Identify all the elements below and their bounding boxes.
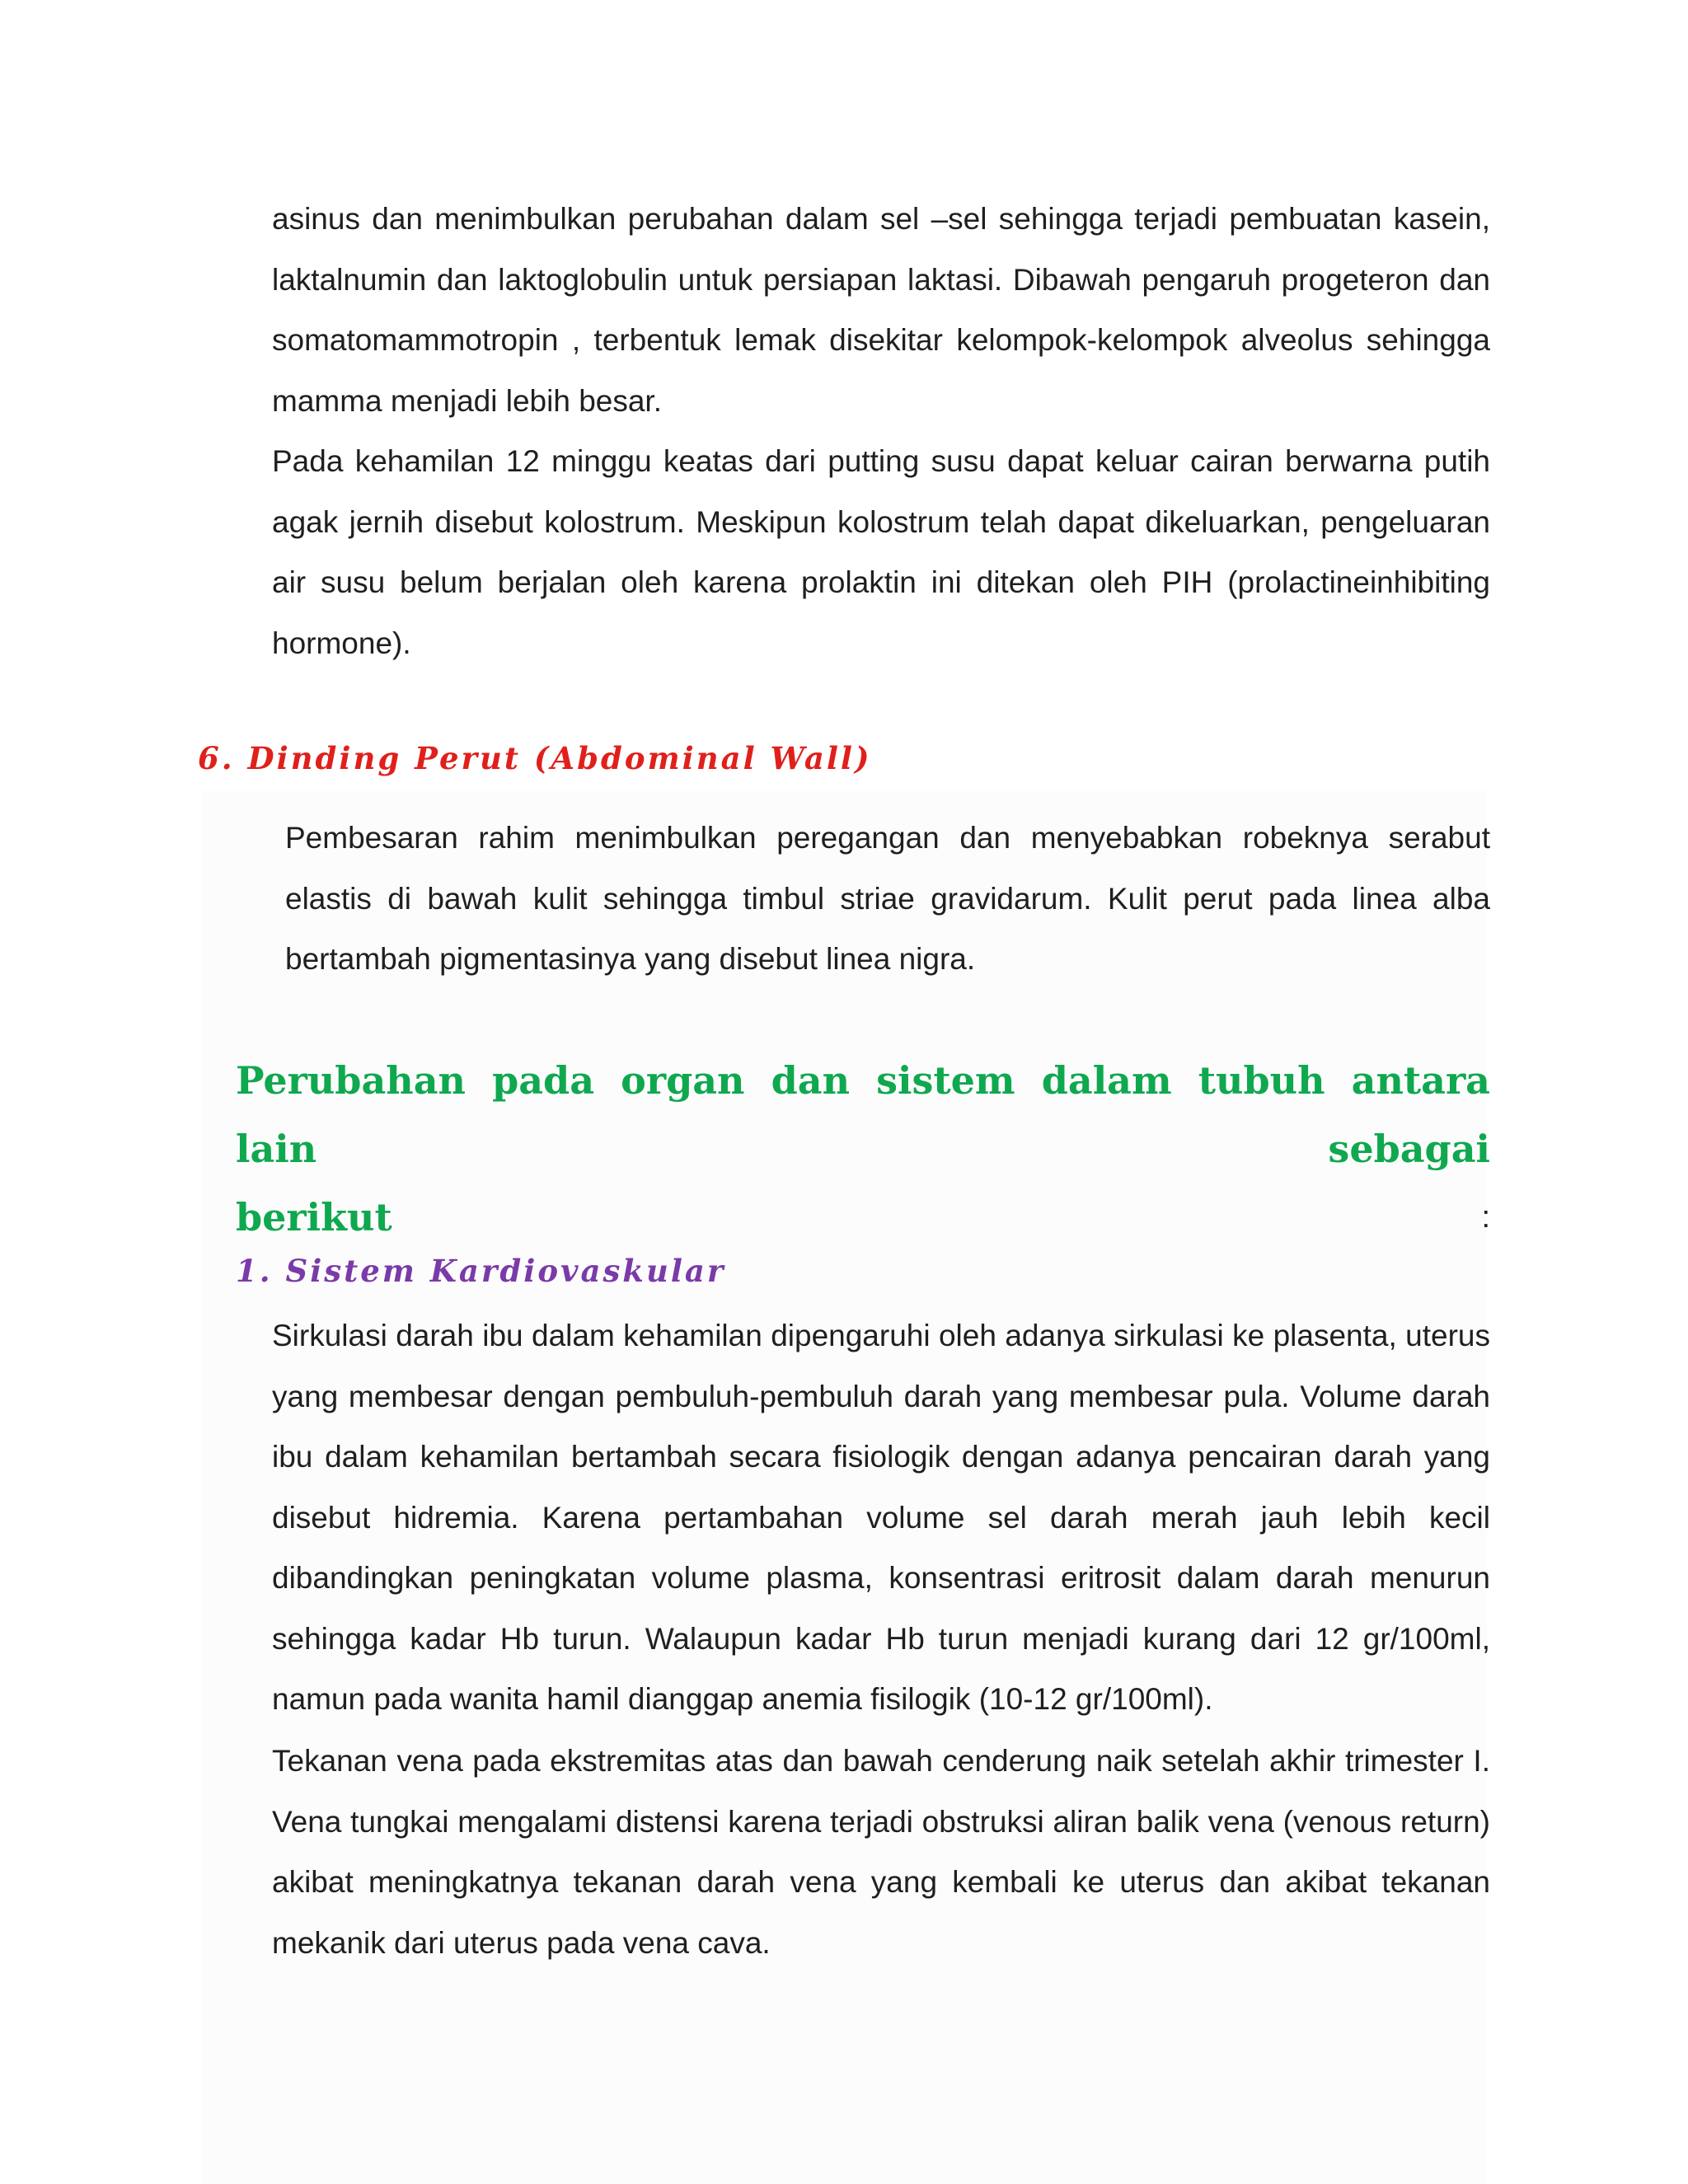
organ-sistem-heading xyxy=(236,1047,1490,1252)
organ-sistem-heading-colon: : xyxy=(1481,1200,1490,1235)
kardiovaskular-paragraph-2: Tekanan vena pada ekstremitas atas dan bawah cenderung naik setelah akhir trimester I. Vena tungkai mengalami distensi karena terjadi obstruksi aliran balik vena (venous return) akibat meningkatnya tekanan darah vena yang kembali ke uterus dan akibat tekanan mekanik dari uterus pada vena cava. xyxy=(272,1744,1490,1960)
organ-sistem-heading-word: berikut xyxy=(236,1195,392,1240)
organ-sistem-heading-line1: Perubahan pada organ dan sistem dalam tubuh antara lain sebagai xyxy=(236,1058,1490,1171)
dinding-perut-paragraph: Pembesaran rahim menimbulkan peregangan dan menyebabkan robeknya serabut elastis di bawah kulit sehingga timbul striae gravidarum. Kulit perut pada linea alba bertambah pigmentasinya yang disebut linea nigra. xyxy=(285,821,1490,976)
section-heading-dinding-perut: 6. Dinding Perut (Abdominal Wall) xyxy=(198,740,872,776)
organ-sistem-heading-line2 xyxy=(236,1183,1490,1252)
kardiovaskular-paragraph-1: Sirkulasi darah ibu dalam kehamilan dipengaruhi oleh adanya sirkulasi ke plasenta, uterus yang membesar dengan pembuluh-pembuluh darah yang membesar pula. Volume darah ibu dalam kehamilan bertambah secara fisiologik dengan adanya pencairan darah yang disebut hidremia. Karena pertambahan volume sel darah merah jauh lebih kecil dibandingkan peningkatan volume plasma, konsentrasi eritrosit dalam darah menurun sehingga kadar Hb turun. Walaupun kadar Hb turun menjadi kurang dari 12 gr/100ml, namun pada wanita hamil dianggap anemia fisilogik (10-12 gr/100ml). xyxy=(272,1319,1490,1716)
mamma-paragraph-1: asinus dan menimbulkan perubahan dalam sel –sel sehingga terjadi pembuatan kasein, laktalnumin dan laktoglobulin untuk persiapan laktasi. Dibawah pengaruh progeteron dan somatomammotropin , terbentuk lemak disekitar kelompok-kelompok alveolus sehingga mamma menjadi lebih besar. xyxy=(272,202,1490,418)
mamma-paragraph-2: Pada kehamilan 12 minggu keatas dari putting susu dapat keluar cairan berwarna putih agak jernih disebut kolostrum. Meskipun kolostrum telah dapat dikeluarkan, pengeluaran air susu belum berjalan oleh karena prolaktin ini ditekan oleh PIH (prolactineinhibiting hormone). xyxy=(272,444,1490,660)
subsection-heading-kardiovaskular: 1. Sistem Kardiovaskular xyxy=(236,1253,726,1289)
